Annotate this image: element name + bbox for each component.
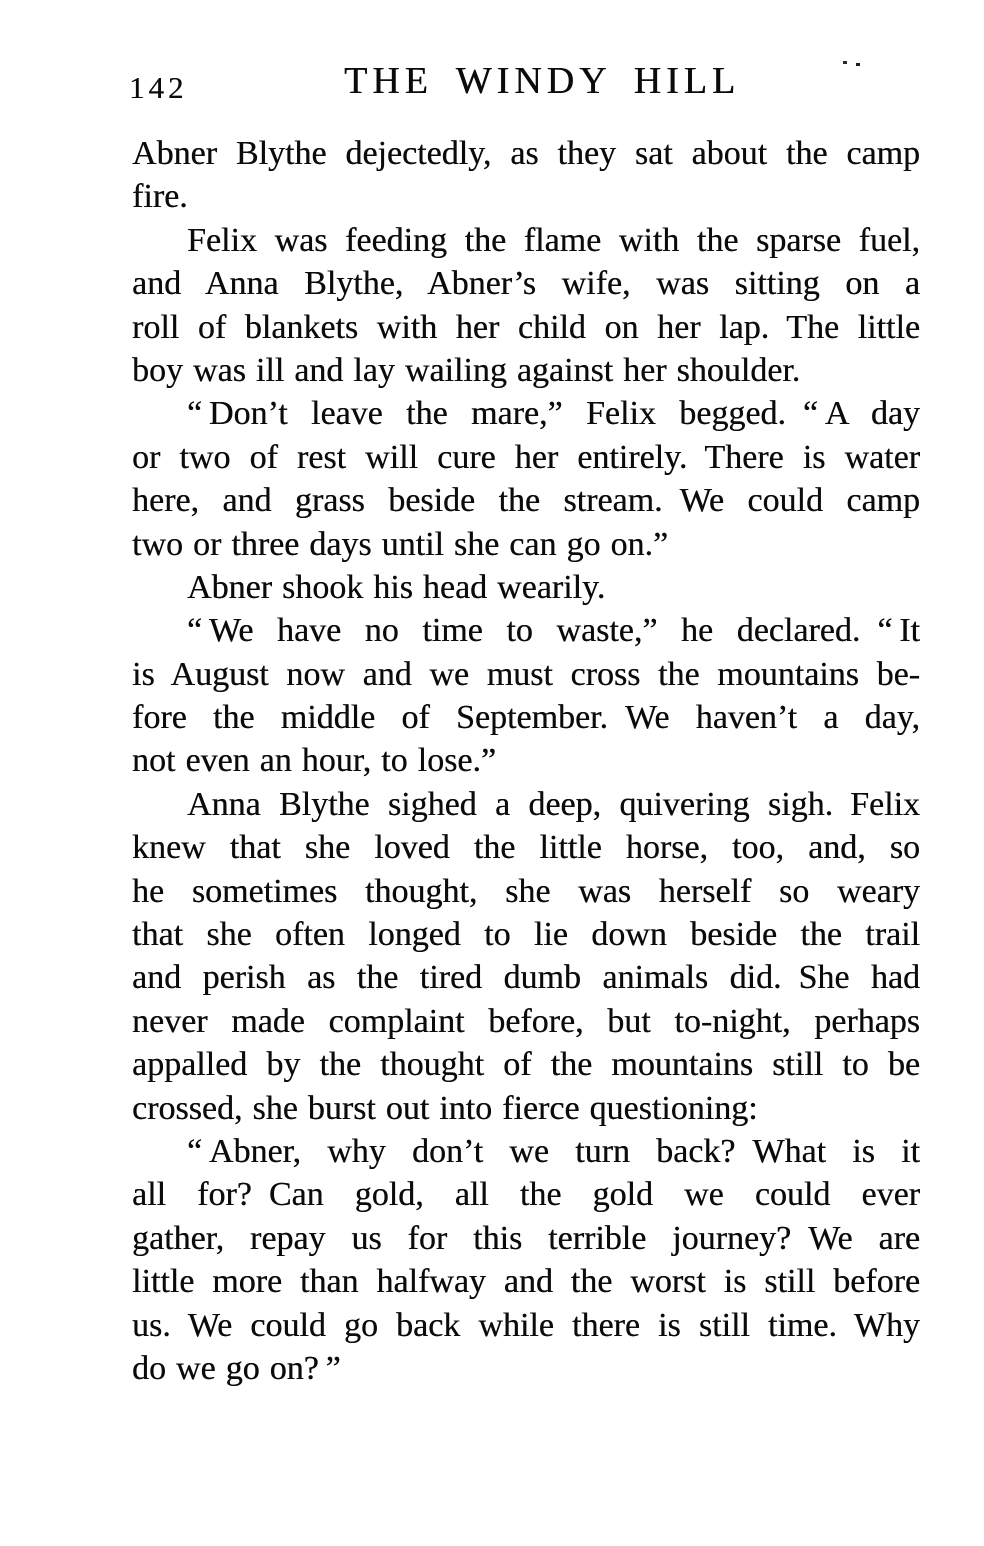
text-line: crossed, she burst out into fierce questioning: [132,1089,758,1127]
paragraph [132,132,920,219]
text-line: Anna Blythe sighed a deep, quivering sigh. Felix [187,785,920,823]
text-line: roll of blankets with her child on her lap. The little [132,308,920,346]
text-line: never made complaint before, but to-night, perhaps [132,1002,920,1040]
paragraph [132,566,920,609]
text-line: knew that she loved the little horse, too, and, so [132,829,920,867]
paragraph [132,1130,920,1390]
paragraph [132,609,920,783]
paragraph [132,392,920,566]
text-line: not even an hour, to lose.” [132,742,496,780]
page-number: 142 [129,70,188,105]
text-line: fore the middle of September. We haven’t a day, [132,699,920,737]
scan-speck-artifact [843,61,847,64]
text-line: all for? Can gold, all the gold we could ever [132,1176,920,1214]
text-line: gather, repay us for this terrible journey? We are [132,1219,920,1257]
text-line: and perish as the tired dumb animals did. She had [132,959,920,997]
text-line: two or three days until she can go on.” [132,525,669,563]
text-line: Abner Blythe dejectedly, as they sat about the camp [132,135,920,172]
text-line: here, and grass beside the stream. We could camp [132,482,920,520]
text-line: Abner shook his head wearily. [187,568,606,606]
text-line: “ Abner, why don’t we turn back? What is it [187,1132,920,1170]
running-title: THE WINDY HILL [344,60,741,102]
text-line: appalled by the thought of the mountains still to be [132,1046,920,1084]
text-line: or two of rest will cure her entirely. There is water [132,438,920,476]
text-line: little more than halfway and the worst is still before [132,1263,920,1301]
text-line: is August now and we must cross the mountains be- [132,655,920,693]
paragraph [132,219,920,393]
text-line: us. We could go back while there is still time. Why [132,1306,920,1344]
text-line: fire. [132,178,188,216]
text-line: boy was ill and lay wailing against her shoulder. [132,351,801,389]
text-line: and Anna Blythe, Abner’s wife, was sitting on a [132,265,920,303]
text-line: “ Don’t leave the mare,” Felix begged. “ A day [187,395,920,433]
text-line: do we go on? ” [132,1349,341,1387]
text-line: that she often longed to lie down beside the trail [132,916,920,954]
text-line: “ We have no time to waste,” he declared. “ It [187,612,920,650]
page-body [132,132,920,1390]
paragraph [132,783,920,1130]
text-line: he sometimes thought, she was herself so weary [132,872,920,910]
text-line: Felix was feeding the flame with the sparse fuel, [187,221,920,259]
